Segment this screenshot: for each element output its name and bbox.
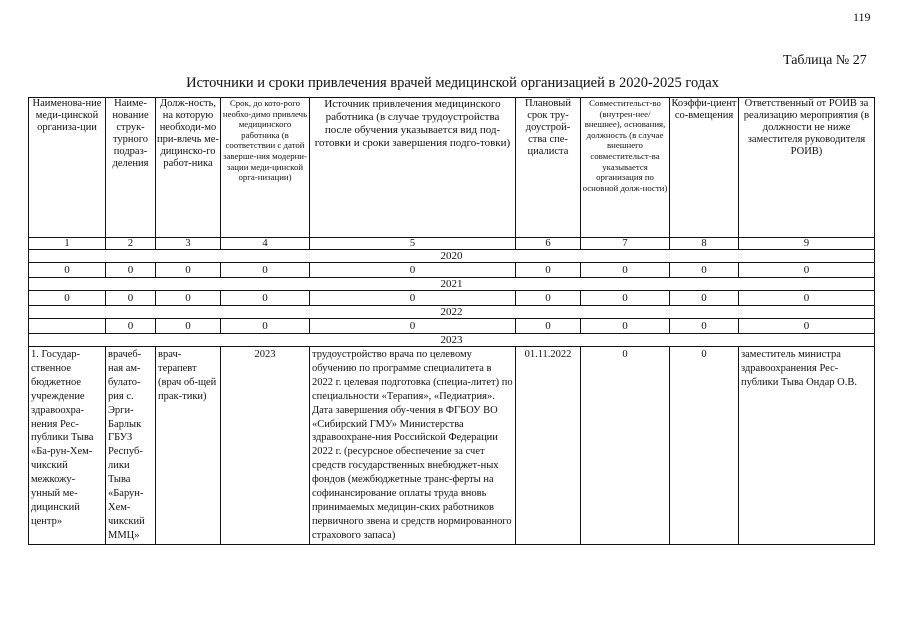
table-cell: 0 [516,291,581,306]
header-combination: Совместительст-во (внутрен-нее/внешнее), основания, должность (в случае внешнего совместительст-ва указывается организация по основной долж-ности) [581,98,670,238]
header-organization: Наименова-ние меди-цинской организа-ции [29,98,106,238]
column-number: 3 [156,238,221,250]
table-cell: 0 [310,291,516,306]
table-cell: 0 [739,263,875,278]
year-label: 2023 [29,334,875,347]
column-number: 9 [739,238,875,250]
table-cell: 0 [221,291,310,306]
table-cell: 0 [156,263,221,278]
table-cell: 0 [106,291,156,306]
combination-cell: 0 [581,347,670,545]
table-cell: 0 [106,263,156,278]
table-cell: 0 [670,291,739,306]
table-cell: 0 [581,291,670,306]
table-cell: 0 [310,319,516,334]
column-number: 2 [106,238,156,250]
table-cell: 0 [221,263,310,278]
year-row-2021 [29,278,875,291]
header-department: Наиме-нование струк-турного подраз-деления [106,98,156,238]
header-row [29,98,875,238]
column-number: 4 [221,238,310,250]
page-number: 119 [853,10,871,24]
table-cell: 0 [221,319,310,334]
responsible-cell: заместитель министра здравоохранения Рес-публики Тыва Ондар О.В. [739,347,875,545]
table-cell: 0 [670,319,739,334]
table-cell: 0 [739,291,875,306]
table-cell [29,319,106,334]
year-label: 2020 [29,250,875,263]
table-row [29,319,875,334]
table-cell: 0 [581,263,670,278]
table-cell: 0 [29,291,106,306]
column-number: 1 [29,238,106,250]
position-cell: врач-терапевт (врач об-щей прак-тики) [156,347,221,545]
table-cell: 0 [516,263,581,278]
table-number: Таблица № 27 [783,53,867,68]
table-cell: 0 [670,263,739,278]
table-cell: 0 [310,263,516,278]
organization-cell: 1. Государ-ственное бюджетное учреждение здравоохра-нения Рес-публики Тыва «Ба-рун-Хем-чикский межкожу-унный ме-дицинский центр» [29,347,106,545]
deadline-cell: 2023 [221,347,310,545]
table-cell: 0 [29,263,106,278]
table-cell: 0 [516,319,581,334]
column-number: 6 [516,238,581,250]
table-cell: 0 [156,319,221,334]
table-row [29,263,875,278]
sources-table [28,97,875,545]
header-responsible: Ответственный от РОИВ за реализацию мероприятия (в должности не ниже заместителя руководителя РОИВ) [739,98,875,238]
header-coefficient: Коэффи-циент со-вмещения [670,98,739,238]
header-source: Источник привлечения медицинского работника (в случае трудоустройства после обучения указывается вид под-готовки и сроки завершения подго-товки) [310,98,516,238]
column-number-row [29,238,875,250]
header-position: Долж-ность, на которую необходи-мо при-влечь ме-дицинско-го работ-ника [156,98,221,238]
department-cell: врачеб-ная ам-булато-рия с. Эрги-Барлык ГБУЗ Респуб-лики Тыва «Барун-Хем-чикский ММЦ» [106,347,156,545]
table-cell: 0 [156,291,221,306]
table-cell: 0 [581,319,670,334]
column-number: 5 [310,238,516,250]
table-row [29,347,875,545]
header-deadline: Срок, до кото-рого необхо-димо привлечь медицинского работника (в соответствии с датой заверше-ния модерни-зации меди-цинской орга-низации) [221,98,310,238]
table-cell: 0 [106,319,156,334]
header-planned-date: Плановый срок тру-доустрой-ства спе-циалиста [516,98,581,238]
year-row-2023 [29,334,875,347]
coefficient-cell: 0 [670,347,739,545]
planned-date-cell: 01.11.2022 [516,347,581,545]
year-row-2022 [29,306,875,319]
column-number: 7 [581,238,670,250]
year-row-2020 [29,250,875,263]
year-label: 2021 [29,278,875,291]
year-label: 2022 [29,306,875,319]
table-cell: 0 [739,319,875,334]
source-cell: трудоустройство врача по целевому обучению по программе специалитета в 2022 г. целевая подготовка (специа-литет) по специальности «Терапия», «Педиатрия». Дата завершения обу-чения в ФГБОУ ВО «Сибирский ГМУ» Министерства здравоохране-ния Российской Федерации 2022 г. (ресурсное обеспечение за счет средств государственных внебюджет-ных фондов (межбюджетные транс-ферты на софинансирование оплаты труда вновь принимаемых медицин-ских работников первичного звена и средств нормированного страхового запаса) [310,347,516,545]
table-title: Источники и сроки привлечения врачей медицинской организацией в 2020-2025 годах [186,75,719,91]
column-number: 8 [670,238,739,250]
table-row [29,291,875,306]
